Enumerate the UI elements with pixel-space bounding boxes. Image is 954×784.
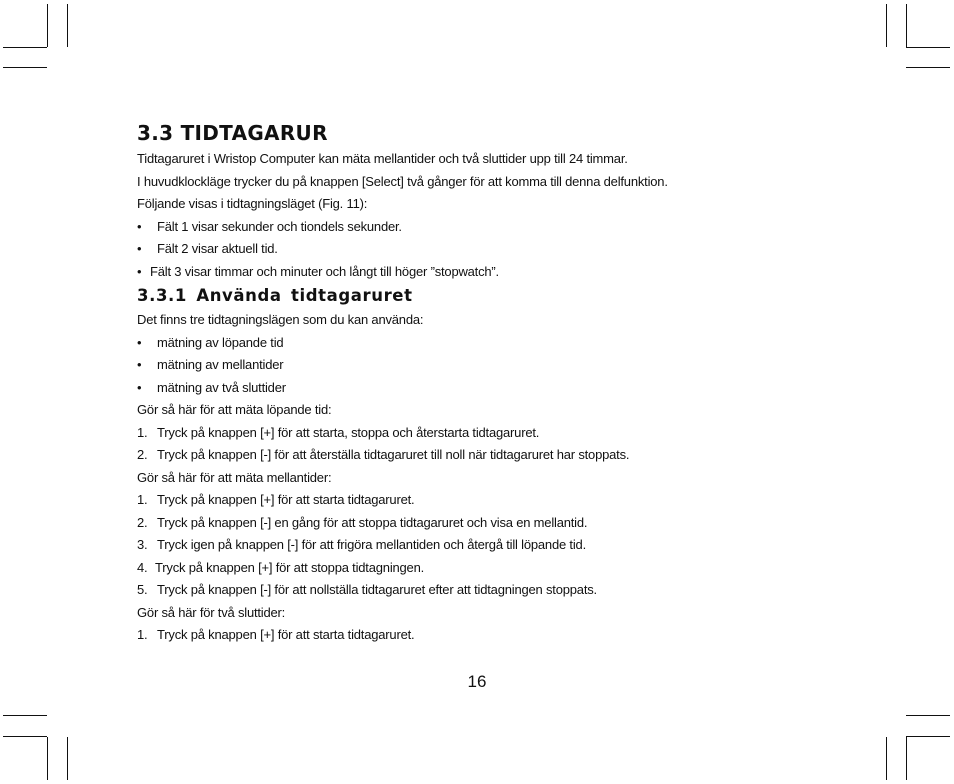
item-number: 2. — [137, 514, 148, 530]
numbered-item — [137, 512, 857, 535]
list-item-text: mätning av löpande tid — [157, 334, 284, 350]
item-number: 5. — [137, 582, 148, 597]
crop-mark — [906, 737, 907, 780]
list-item-text: Fält 3 visar timmar och minuter och långt till höger ”stopwatch”. — [150, 263, 499, 279]
bullet: • — [137, 334, 142, 350]
paragraph: Gör så här för två sluttider: — [137, 604, 286, 620]
crop-mark — [67, 4, 68, 47]
crop-mark — [906, 4, 907, 47]
paragraph: Det finns tre tidtagningslägen som du kan använda: — [137, 312, 424, 327]
list-item — [137, 377, 857, 400]
list-item-text: Fält 1 visar sekunder och tiondels sekunder. — [157, 218, 402, 234]
item-text: Tryck på knappen [+] för att starta tidtagaruret. — [157, 492, 415, 507]
item-text: Tryck på knappen [+] för att starta tidtagaruret. — [157, 627, 415, 642]
numbered-item — [137, 579, 857, 602]
crop-mark — [47, 4, 48, 47]
item-text: Tryck på knappen [+] för att stoppa tidtagningen. — [155, 559, 425, 575]
numbered-item — [137, 557, 857, 580]
crop-mark — [906, 736, 950, 737]
intro-line: Tidtagaruret i Wristop Computer kan mäta mellantider och två sluttider upp till 24 timmar. — [137, 151, 628, 166]
list-item-text: Fält 2 visar aktuell tid. — [157, 241, 278, 256]
item-number: 4. — [137, 559, 148, 575]
list-item-text: mätning av två sluttider — [157, 379, 286, 395]
page-content — [137, 118, 857, 647]
item-text: Tryck igen på knappen [-] för att frigöra mellantiden och återgå till löpande tid. — [157, 537, 586, 552]
item-number: 2. — [137, 447, 148, 462]
crop-mark — [886, 4, 887, 47]
list-item — [137, 261, 857, 284]
bullet: • — [137, 218, 142, 234]
list-item-text: mätning av mellantider — [157, 357, 284, 372]
numbered-item — [137, 422, 857, 445]
bullet: • — [137, 357, 142, 372]
intro-line: Följande visas i tidtagningsläget (Fig. 11): — [137, 196, 368, 211]
item-text: Tryck på knappen [-] en gång för att stoppa tidtagaruret och visa en mellantid. — [157, 514, 588, 530]
paragraph: Gör så här för att mäta löpande tid: — [137, 402, 332, 417]
crop-mark — [906, 715, 950, 716]
intro-line: I huvudklockläge trycker du på knappen [Select] två gånger för att komma till denna delfunktion. — [137, 173, 668, 189]
crop-mark — [886, 737, 887, 780]
crop-mark — [3, 736, 47, 737]
bullet: • — [137, 241, 142, 256]
numbered-item — [137, 444, 857, 467]
item-text: Tryck på knappen [-] för att återställa tidtagaruret till noll när tidtagaruret har stoppats. — [157, 447, 630, 462]
crop-mark — [67, 737, 68, 780]
numbered-item — [137, 489, 857, 512]
item-number: 1. — [137, 627, 148, 642]
item-number: 3. — [137, 537, 148, 552]
crop-mark — [3, 715, 47, 716]
list-item — [137, 216, 857, 239]
item-text: Tryck på knappen [-] för att nollställa tidtagaruret efter att tidtagningen stoppats. — [157, 582, 597, 597]
bullet: • — [137, 379, 142, 395]
crop-mark — [906, 67, 950, 68]
item-number: 1. — [137, 492, 148, 507]
crop-mark — [3, 67, 47, 68]
subsection-title: 3.3.1 Använda tidtagaruret — [137, 286, 413, 305]
list-item — [137, 332, 857, 355]
paragraph: Gör så här för att mäta mellantider: — [137, 469, 332, 485]
bullet: • — [137, 263, 142, 279]
item-text: Tryck på knappen [+] för att starta, stoppa och återstarta tidtagaruret. — [157, 424, 540, 440]
crop-mark — [3, 47, 47, 48]
crop-mark — [906, 47, 950, 48]
numbered-item — [137, 624, 857, 647]
page-number: 16 — [467, 672, 487, 691]
numbered-item — [137, 534, 857, 557]
section-title: 3.3 TIDTAGARUR — [137, 121, 328, 145]
crop-mark — [47, 737, 48, 780]
list-item — [137, 238, 857, 261]
list-item — [137, 354, 857, 377]
item-number: 1. — [137, 424, 148, 440]
